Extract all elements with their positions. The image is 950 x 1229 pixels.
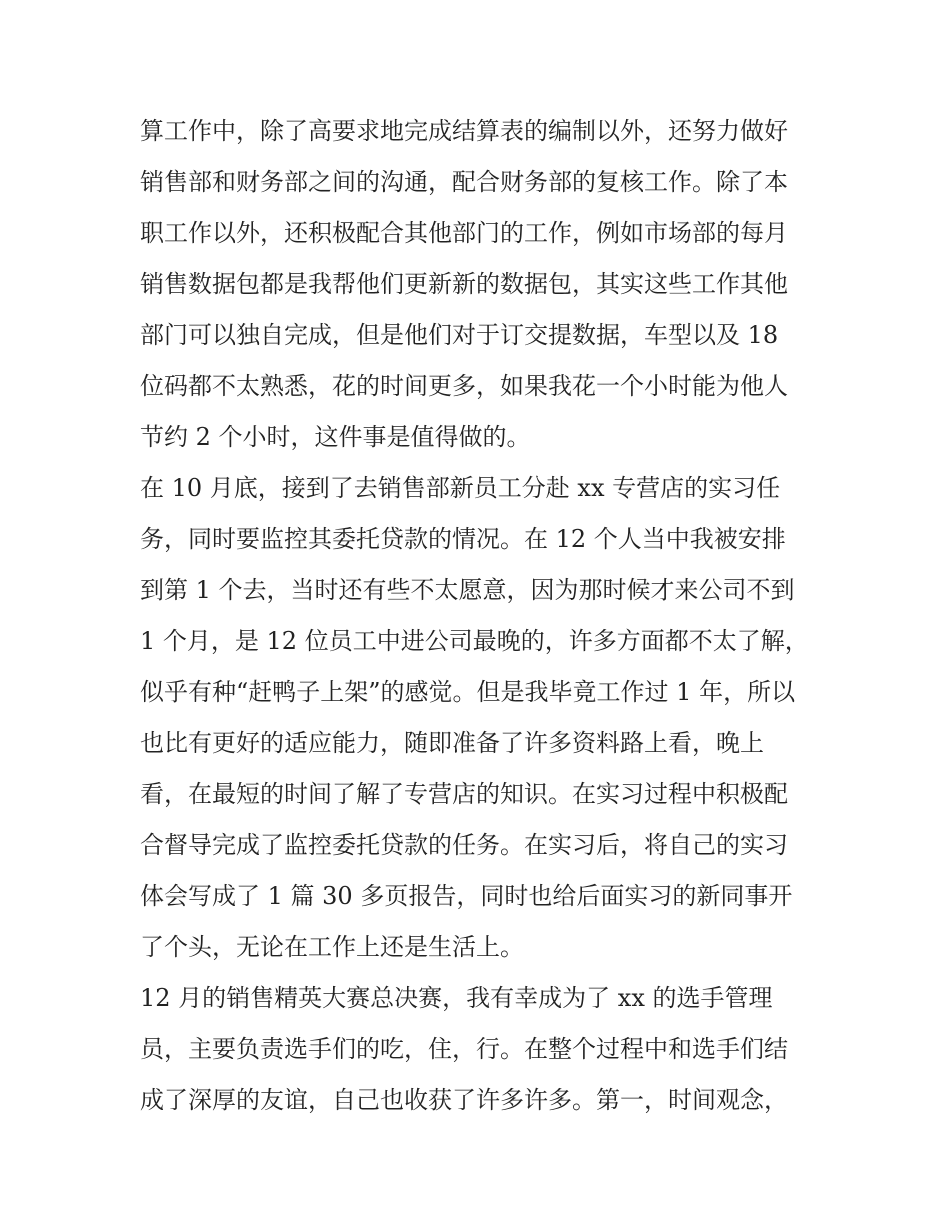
document-body: [140, 106, 830, 1126]
text-line: 体会写成了 1 篇 30 多页报告，同时也给后面实习的新同事开: [140, 882, 793, 910]
text-line: 合督导完成了监控委托贷款的任务。在实习后，将自己的实习: [140, 831, 788, 859]
text-line: 看，在最短的时间了解了专营店的知识。在实习过程中积极配: [140, 780, 788, 808]
text-line: 位码都不太熟悉，花的时间更多，如果我花一个小时能为他人: [140, 372, 788, 400]
paragraph-3: [140, 973, 830, 1126]
text-line: 在 10 月底，接到了去销售部新员工分赴 xx 专营店的实习任: [140, 474, 781, 502]
text-line: 12 月的销售精英大赛总决赛，我有幸成为了 xx 的选手管理: [140, 984, 773, 1012]
text-line: 节约 2 个小时，这件事是值得做的。: [140, 423, 531, 451]
text-line: 职工作以外，还积极配合其他部门的工作，例如市场部的每月: [140, 219, 788, 247]
text-line: 到第 1 个去，当时还有些不太愿意，因为那时候才来公司不到: [140, 576, 795, 604]
text-line: 部门可以独自完成，但是他们对于订交提数据，车型以及 18: [140, 321, 779, 349]
text-line: 1 个月，是 12 位员工中进公司最晚的，许多方面都不太了解，: [140, 627, 809, 655]
text-line: 也比有更好的适应能力，随即准备了许多资料路上看，晚上: [140, 729, 764, 757]
text-line: 算工作中，除了高要求地完成结算表的编制以外，还努力做好: [140, 117, 788, 145]
text-line: 了个头，无论在工作上还是生活上。: [140, 933, 524, 961]
text-line: 似乎有种“赶鸭子上架”的感觉。但是我毕竟工作过 1 年，所以: [140, 678, 796, 706]
text-line: 员，主要负责选手们的吃，住，行。在整个过程中和选手们结: [140, 1035, 788, 1063]
paragraph-2: [140, 463, 830, 973]
text-line: 销售部和财务部之间的沟通，配合财务部的复核工作。除了本: [140, 168, 788, 196]
text-line: 成了深厚的友谊，自己也收获了许多许多。第一，时间观念，: [140, 1086, 788, 1114]
paragraph-1: [140, 106, 830, 463]
text-line: 销售数据包都是我帮他们更新新的数据包，其实这些工作其他: [140, 270, 788, 298]
text-line: 务，同时要监控其委托贷款的情况。在 12 个人当中我被安排: [140, 525, 786, 553]
